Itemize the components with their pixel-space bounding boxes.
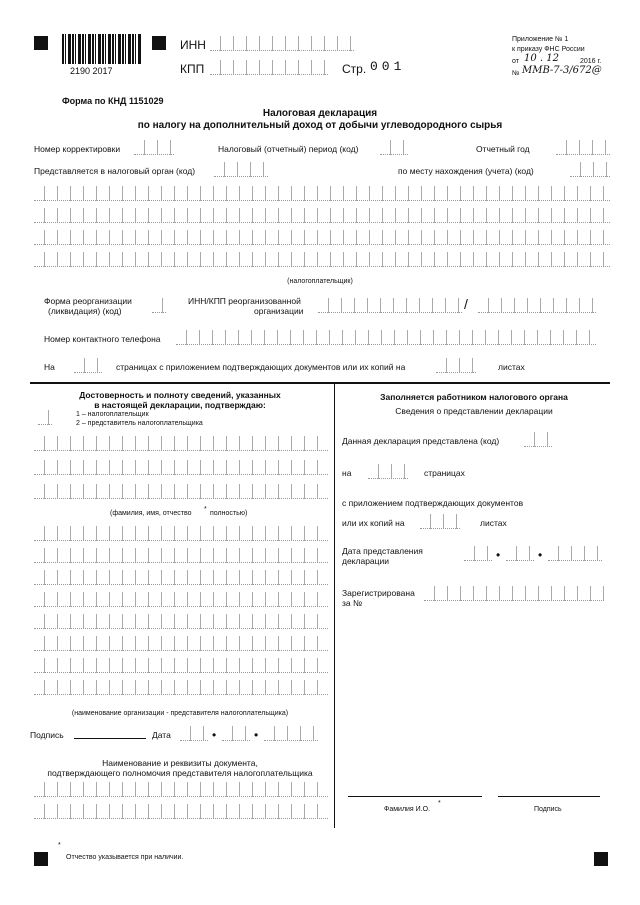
sign-line[interactable] [74, 738, 146, 739]
reorg-inn-cells[interactable] [318, 298, 462, 313]
column-divider [334, 384, 335, 828]
year-cells[interactable] [556, 140, 610, 155]
with-docs-label: с приложением подтверждающих документов [342, 498, 524, 508]
section-divider [30, 382, 610, 384]
date-label: Дата [152, 730, 171, 740]
barcode [62, 34, 142, 64]
phone-label: Номер контактного телефона [44, 334, 161, 344]
phone-cells[interactable] [176, 330, 596, 345]
doc-row-1[interactable] [34, 782, 328, 797]
inn-label: ИНН [180, 38, 206, 52]
reorg-form-label1: Форма реорганизации [44, 296, 132, 306]
appendix-from: от [512, 58, 519, 65]
right-date-label1: Дата представления [342, 546, 423, 556]
corner-marker-bottom-left [34, 852, 48, 866]
right-date-month-cells[interactable] [506, 546, 534, 561]
form-title1: Налоговая декларация [262, 108, 378, 119]
appendix-year: 2016 г. [580, 58, 602, 65]
registered-label2: за № [342, 598, 363, 608]
signer-opt2: 2 – представитель налогоплательщика [76, 420, 203, 427]
org-row-3[interactable] [34, 570, 328, 585]
appendix-line1: Приложение № 1 [512, 36, 569, 43]
right-title: Заполняется работником налогового органа [380, 392, 568, 402]
fio-caption: (фамилия, имя, отчество [110, 510, 192, 517]
date-year-cells[interactable] [264, 726, 318, 741]
registered-label1: Зарегистрирована [342, 588, 415, 598]
taxpayer-row-4[interactable] [34, 252, 610, 267]
right-date-dot-2: • [538, 548, 543, 562]
pages-count-cells[interactable] [74, 358, 102, 373]
submitted-label: Данная декларация представлена (код) [342, 436, 500, 446]
period-cells[interactable] [380, 140, 408, 155]
right-date-day-cells[interactable] [464, 546, 492, 561]
right-fio-label: Фамилия И.О. [384, 806, 431, 813]
org-row-8[interactable] [34, 680, 328, 695]
fio-asterisk: * [204, 506, 207, 513]
corner-marker-top-left [34, 36, 48, 50]
org-row-2[interactable] [34, 548, 328, 563]
org-row-7[interactable] [34, 658, 328, 673]
reorg-inn-label1: ИНН/КПП реорганизованной [188, 296, 301, 306]
sheets-label: листах [498, 362, 525, 372]
reorg-slash: / [464, 296, 468, 312]
reorg-inn-label2: организации [254, 306, 304, 316]
kpp-cells[interactable] [210, 60, 328, 75]
page-label: Стр. [342, 62, 367, 76]
org-row-4[interactable] [34, 592, 328, 607]
right-date-dot-1: • [496, 548, 501, 562]
right-date-label2: декларации [342, 556, 390, 566]
right-fio-asterisk: * [438, 800, 441, 807]
fio-sign-line[interactable] [348, 796, 482, 797]
copies-label: или их копий на [342, 518, 405, 528]
knd-code: Форма по КНД 1151029 [62, 96, 164, 106]
sheets-count-cells[interactable] [436, 358, 476, 373]
fio-row-3[interactable] [34, 484, 328, 499]
right-pages-cells[interactable] [368, 464, 408, 479]
right-pages-label: страницах [424, 468, 465, 478]
registered-cells[interactable] [424, 586, 604, 601]
date-month-cells[interactable] [222, 726, 250, 741]
taxpayer-row-3[interactable] [34, 230, 610, 245]
right-subtitle: Сведения о представлении декларации [395, 406, 553, 416]
authority-label: Представляется в налоговый орган (код) [34, 166, 196, 176]
org-row-5[interactable] [34, 614, 328, 629]
org-row-1[interactable] [34, 526, 328, 541]
correction-cells[interactable] [134, 140, 174, 155]
doc-row-2[interactable] [34, 804, 328, 819]
signer-opt1: 1 – налогоплательщик [76, 411, 149, 418]
footer-asterisk: * [58, 842, 61, 849]
signature-line[interactable] [498, 796, 600, 797]
authority-cells[interactable] [214, 162, 268, 177]
year-label: Отчетный год [476, 144, 530, 154]
taxpayer-row-2[interactable] [34, 208, 610, 223]
submitted-code-cells[interactable] [524, 432, 552, 447]
org-caption: (наименование организации - представителя налогоплательщика) [71, 710, 289, 717]
left-title1: Достоверность и полноту сведений, указанных [79, 390, 281, 400]
pages-text-label: страницах с приложением подтверждающих документов или их копий на [116, 362, 406, 372]
appendix-line2: к приказу ФНС России [512, 46, 585, 53]
appendix-num-prefix: № [512, 70, 520, 77]
appendix-date-hand: 10 . 12 [524, 53, 559, 64]
form-title2: по налогу на дополнительный доход от добычи углеводородного сырья [137, 120, 503, 131]
date-day-cells[interactable] [180, 726, 208, 741]
reorg-form-label2: (ликвидация) (код) [48, 306, 122, 316]
taxpayer-caption: (налогоплательщик) [287, 278, 353, 285]
left-title2: в настоящей декларации, подтверждаю: [94, 400, 266, 410]
page-number: 001 [370, 59, 406, 74]
period-label: Налоговый (отчетный) период (код) [218, 144, 359, 154]
right-sheets-label: листах [480, 518, 507, 528]
footer-note: Отчество указывается при наличии. [66, 854, 184, 861]
correction-label: Номер корректировки [34, 144, 121, 154]
date-dot-2: • [254, 728, 259, 742]
fio-row-2[interactable] [34, 460, 328, 475]
date-dot-1: • [212, 728, 217, 742]
appendix-num-hand: ММВ-7-3/672@ [522, 65, 602, 76]
location-cells[interactable] [570, 162, 610, 177]
right-sign-label: Подпись [534, 806, 562, 813]
reorg-form-cell[interactable] [152, 298, 166, 313]
fio-caption2: полностью) [210, 510, 248, 517]
sign-label: Подпись [30, 730, 64, 740]
reorg-kpp-cells[interactable] [478, 298, 596, 313]
pages-on-label: На [44, 362, 55, 372]
barcode-number: 2190 2017 [70, 66, 113, 76]
kpp-label: КПП [180, 62, 205, 76]
fio-row-1[interactable] [34, 436, 328, 451]
right-sheets-cells[interactable] [420, 514, 460, 529]
taxpayer-row-1[interactable] [34, 186, 610, 201]
doc-title2: подтверждающего полномочия представителя налогоплательщика [47, 768, 313, 778]
corner-marker-bottom-right [594, 852, 608, 866]
doc-title1: Наименование и реквизиты документа, [102, 758, 258, 768]
org-row-6[interactable] [34, 636, 328, 651]
inn-cells[interactable] [210, 36, 354, 51]
corner-marker-top-mid [152, 36, 166, 50]
right-on-label: на [342, 468, 352, 478]
right-date-year-cells[interactable] [548, 546, 602, 561]
signer-type-cell[interactable] [38, 410, 52, 425]
location-label: по месту нахождения (учета) (код) [398, 166, 534, 176]
